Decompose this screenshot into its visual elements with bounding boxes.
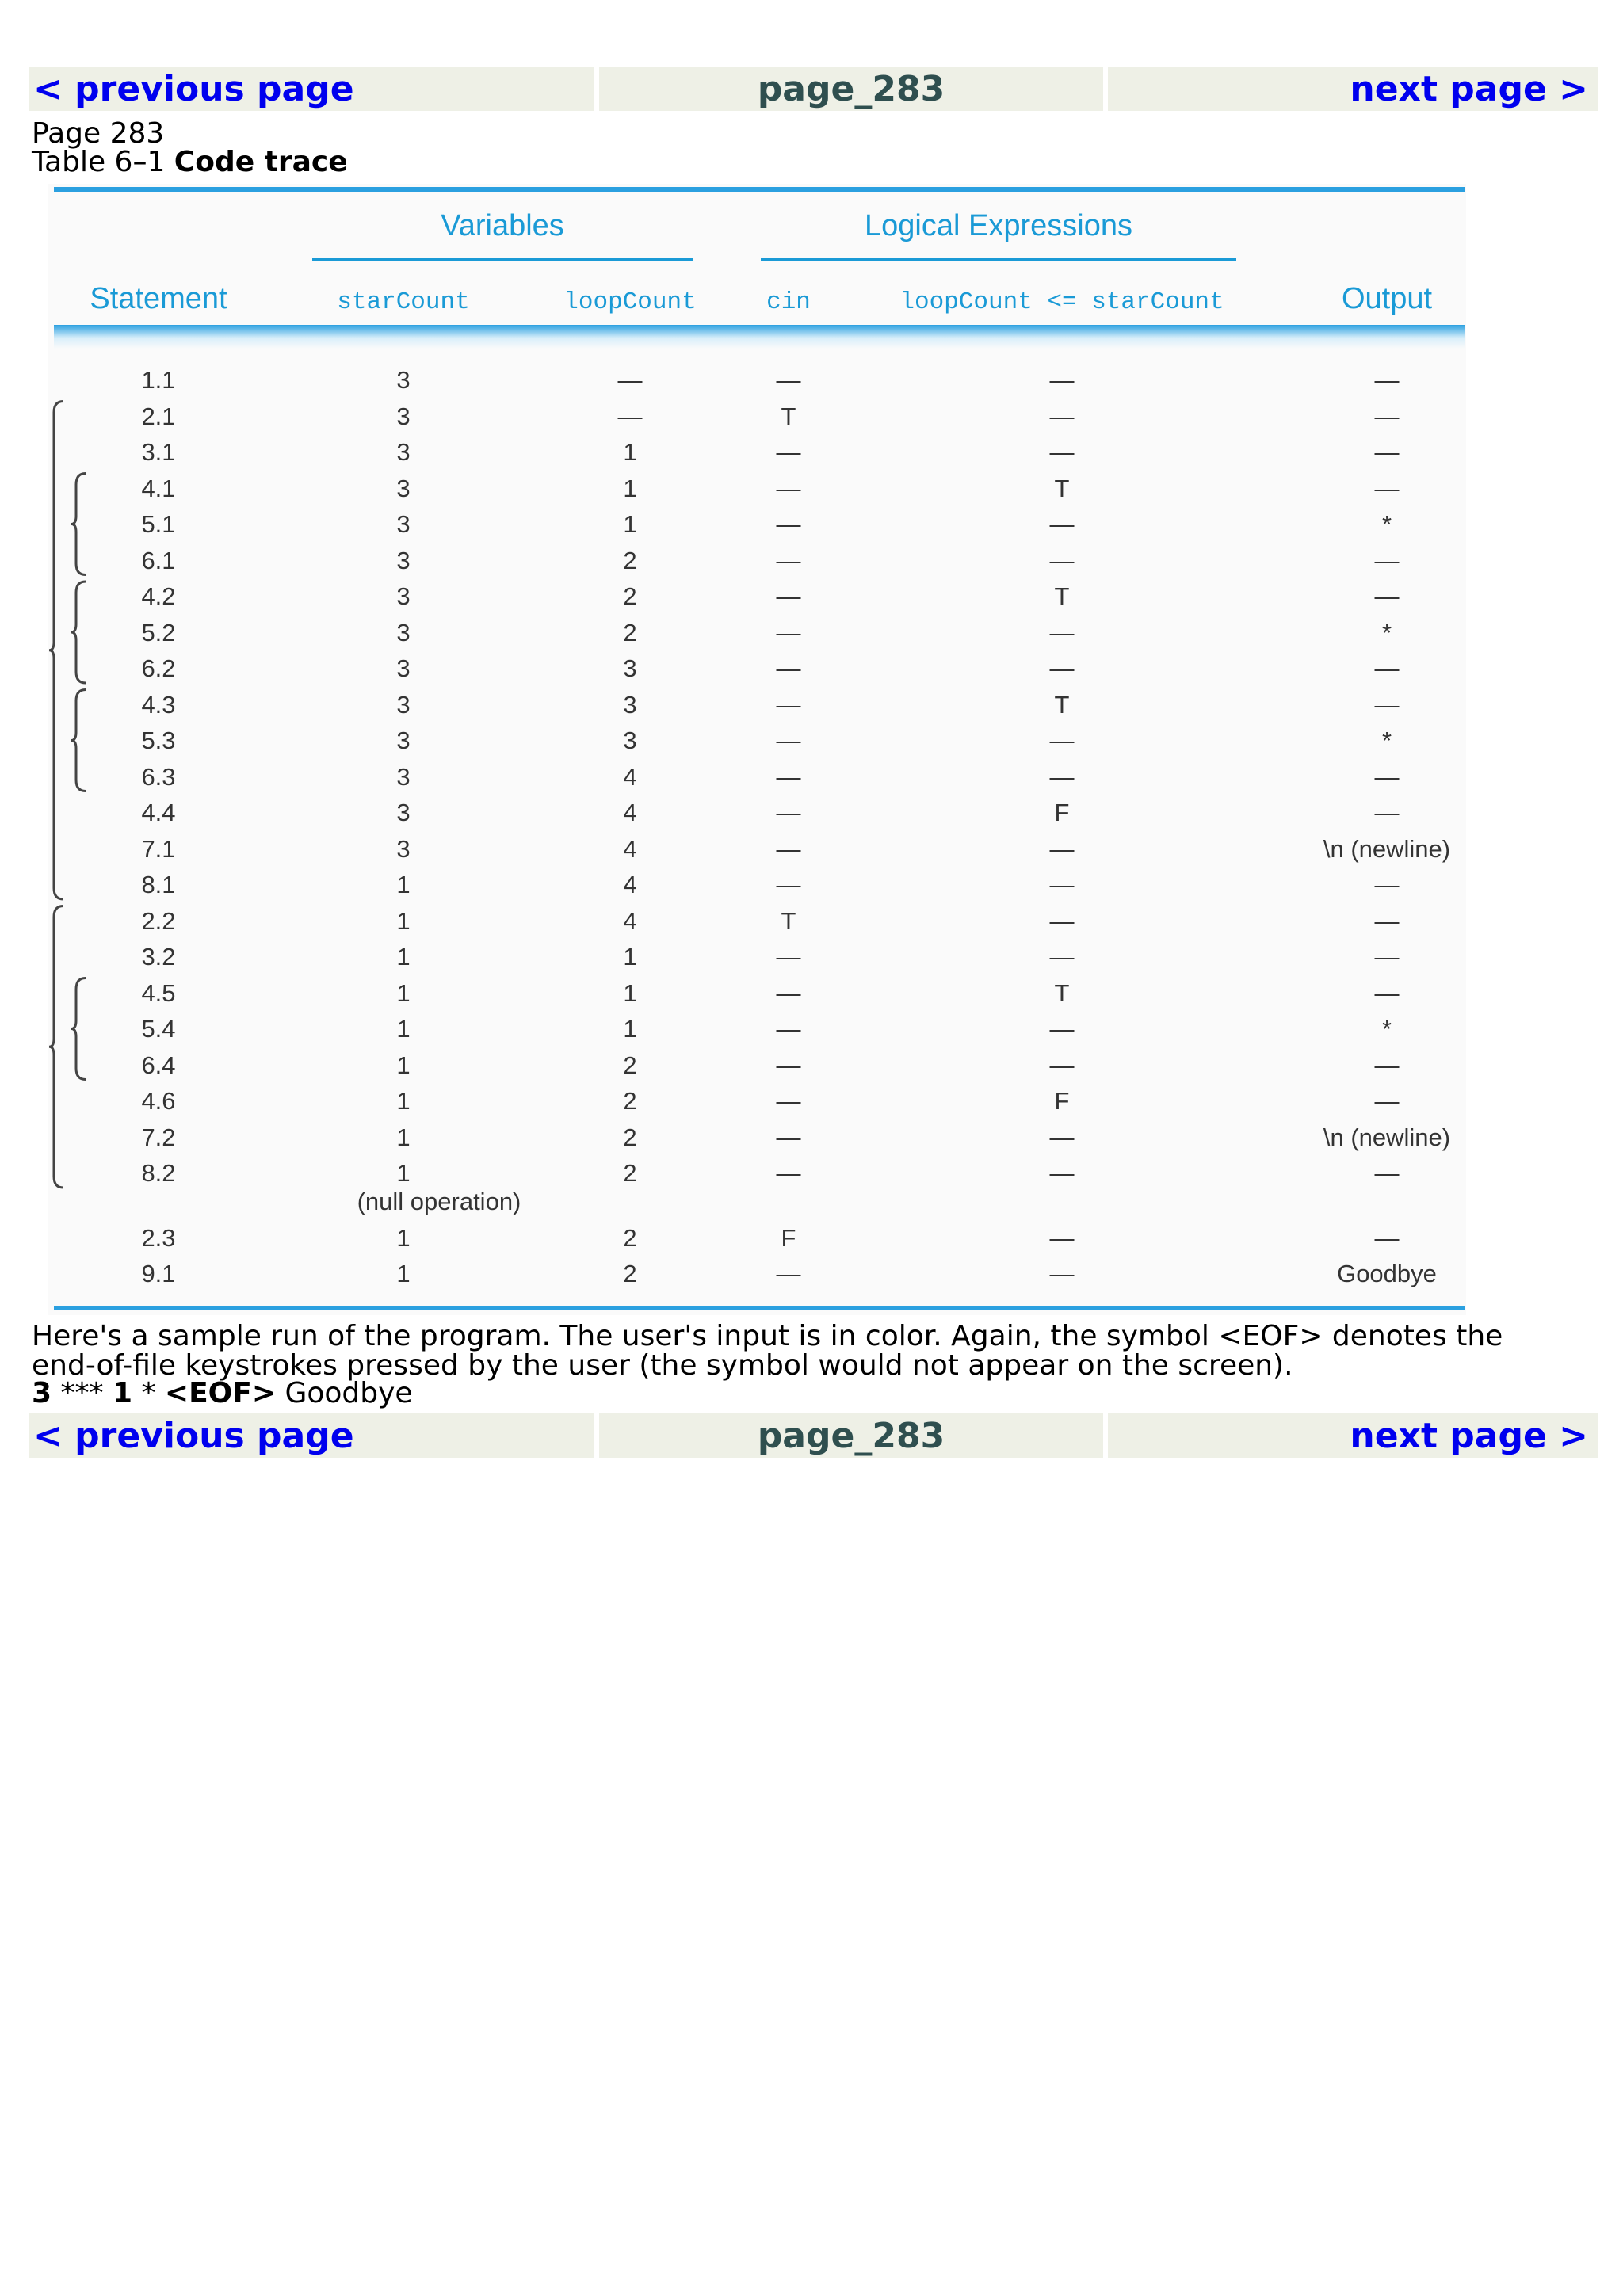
cell-loopcount: 4 [623,906,637,935]
cell-statement: 5.2 [141,618,176,646]
cell-condition: — [1049,1051,1075,1079]
table-row [48,867,1466,902]
sample-run [32,1379,413,1409]
body-paragraph: Here's a sample run of the program. The user's input is in color. Again, the symbol <EOF> denotes the end-of-file keystrokes pressed by the user (the symbol would not appear on the screen). [32,1320,1503,1382]
cell-statement: 4.5 [141,978,176,1007]
cell-cin: — [776,762,801,791]
cell-condition: — [1049,618,1075,646]
cell-output: — [1374,871,1400,898]
cell-starcount: 3 [396,834,411,863]
cell-condition: — [1049,1224,1075,1252]
sample-input-2: 1 [112,1377,133,1409]
cell-starcount: 1 [396,1087,411,1115]
table-bottom-rule [54,1306,1465,1310]
cell-cin: — [776,1159,801,1187]
cell-output: * [1381,510,1392,538]
cell-starcount: 3 [396,654,411,682]
table-row [48,615,1466,650]
page-id-cell [599,67,1103,111]
cell-condition: — [1049,906,1075,935]
cell-statement: 4.3 [141,690,176,719]
cell-condition: — [1049,1159,1075,1187]
cell-output: * [1381,1015,1392,1043]
page-id-label: page_283 [757,68,945,109]
cell-cin: T [781,402,796,430]
cell-starcount: 3 [396,438,411,466]
cell-condition: — [1049,871,1075,898]
table-caption-prefix: Table 6–1 [32,146,174,178]
cell-statement: 2.2 [141,906,176,935]
cell-cin: — [776,1260,801,1287]
next-page-cell [1108,67,1598,111]
cell-cin: — [776,799,801,826]
cell-statement: 6.2 [141,654,176,682]
cell-loopcount: 2 [623,582,637,610]
cell-loopcount: 2 [623,1260,637,1287]
cell-statement: 6.4 [141,1051,176,1079]
cell-loopcount: 2 [623,1087,637,1115]
cell-output: — [1374,402,1400,430]
cell-cin: — [776,654,801,682]
cell-cin: — [776,943,801,971]
cell-starcount: 3 [396,402,411,430]
cell-starcount: 3 [396,762,411,791]
table-row [48,543,1466,578]
variables-group-rule [312,258,693,261]
cell-starcount: 3 [396,366,411,394]
cell-loopcount: 1 [623,474,637,502]
cell-statement: 6.1 [141,546,176,574]
table-row [48,1256,1466,1291]
table-row [48,795,1466,830]
table-row [48,434,1466,470]
next-page-cell [1108,1413,1598,1458]
cell-starcount: 1 [396,1015,411,1043]
cell-statement: 4.1 [141,474,176,502]
cell-cin: — [776,438,801,466]
cell-loopcount: 4 [623,799,637,826]
cell-statement: 1.1 [141,366,176,394]
cell-loopcount: 1 [623,1015,637,1043]
table-row [48,362,1466,398]
cell-starcount: 3 [396,582,411,610]
bottom-nav-bar [29,1413,1598,1458]
cell-statement: 4.2 [141,582,176,610]
cell-starcount: 3 [396,618,411,646]
cell-output: — [1374,690,1400,719]
cell-output: — [1374,1224,1400,1252]
cell-condition: — [1049,546,1075,574]
cell-output: \n (newline) [1323,1123,1451,1151]
cell-cin: — [776,510,801,538]
cell-condition: — [1049,727,1075,754]
cell-statement: 2.3 [141,1224,176,1252]
col-header-cin: cin [766,288,811,316]
sample-output-2: * [132,1377,165,1409]
cell-statement: 5.1 [141,510,176,538]
cell-statement: 2.1 [141,402,176,430]
cell-starcount: 3 [396,510,411,538]
cell-statement: 5.4 [141,1015,176,1043]
page-number: Page 283 [32,117,165,150]
cell-cin: — [776,546,801,574]
cell-starcount: 3 [396,799,411,826]
cell-statement: 7.2 [141,1123,176,1151]
prev-page-cell [29,1413,594,1458]
cell-cin: — [776,871,801,898]
cell-cin: — [776,618,801,646]
cell-statement: 9.1 [141,1260,176,1287]
cell-output: — [1374,1087,1400,1115]
table-row [48,1047,1466,1083]
cell-cin: — [776,978,801,1007]
cell-loopcount: 4 [623,871,637,898]
cell-output: — [1374,438,1400,466]
cell-statement: 6.3 [141,762,176,791]
table-row [48,506,1466,542]
cell-statement: 8.1 [141,871,176,898]
table-caption [32,147,348,177]
cell-output: — [1374,978,1400,1007]
cell-cin: — [776,727,801,754]
cell-cin: — [776,1051,801,1079]
prev-page-cell [29,67,594,111]
code-trace-table [48,184,1466,1315]
table-row [48,650,1466,686]
cell-statement: 3.1 [141,438,176,466]
cell-output: — [1374,943,1400,971]
sample-input-1: 3 [32,1377,52,1409]
cell-condition: — [1049,762,1075,791]
cell-statement: 5.3 [141,727,176,754]
cell-output: Goodbye [1337,1260,1437,1287]
cell-output: — [1374,799,1400,826]
cell-loopcount: 1 [623,943,637,971]
prev-page-link[interactable]: < previous page [33,68,354,109]
prev-page-link[interactable]: < previous page [33,1415,354,1456]
cell-cin: T [781,906,796,935]
cell-output: — [1374,1051,1400,1079]
table-row [48,1011,1466,1047]
logical-group-header: Logical Expressions [865,209,1132,242]
cell-starcount: 3 [396,474,411,502]
loop-brackets [48,184,95,1315]
cell-loopcount: — [617,366,643,394]
cell-loopcount: 2 [623,546,637,574]
table-row [48,471,1466,506]
cell-cin: — [776,690,801,719]
cell-loopcount: 4 [623,834,637,863]
loop-bracket [71,474,86,575]
cell-loopcount: — [617,402,643,430]
cell-output: — [1374,582,1400,610]
cell-condition: T [1054,978,1070,1007]
cell-loopcount: 1 [623,978,637,1007]
cell-output: \n (newline) [1323,834,1451,863]
cell-output: * [1381,727,1392,754]
table-row [48,687,1466,723]
cell-statement: 8.2 [141,1159,176,1187]
cell-statement: 7.1 [141,834,176,863]
cell-loopcount: 2 [623,1224,637,1252]
loop-bracket [71,978,86,1080]
cell-loopcount: 2 [623,1159,637,1187]
loop-bracket [71,690,86,791]
sample-output-1: *** [52,1377,113,1409]
table-row [48,1220,1466,1256]
table-caption-title: Code trace [174,146,348,178]
cell-cin: — [776,834,801,863]
cell-loopcount: 3 [623,654,637,682]
cell-starcount: 3 [396,727,411,754]
cell-starcount: 1 [396,1051,411,1079]
col-header-starcount: starCount [337,288,470,316]
next-page-link[interactable]: next page > [1350,1415,1588,1456]
cell-output: — [1374,1159,1400,1187]
table-row [48,939,1466,974]
cell-loopcount: 4 [623,762,637,791]
cell-condition: F [1054,1087,1070,1115]
cell-condition: T [1054,582,1070,610]
cell-cin: — [776,1123,801,1151]
table-row [48,1119,1466,1155]
sample-output-3: Goodbye [276,1377,413,1409]
cell-starcount: 1 [396,1224,411,1252]
cell-condition: — [1049,510,1075,538]
null-operation-note: (null operation) [357,1188,521,1215]
cell-condition: — [1049,366,1075,394]
cell-statement: 4.4 [141,799,176,826]
cell-loopcount: 3 [623,690,637,719]
table-row [48,578,1466,614]
cell-condition: F [1054,799,1070,826]
cell-starcount: 1 [396,1159,411,1187]
cell-output: * [1381,618,1392,646]
cell-condition: — [1049,438,1075,466]
cell-loopcount: 1 [623,510,637,538]
cell-condition: T [1054,690,1070,719]
cell-cin: — [776,1087,801,1115]
cell-condition: — [1049,834,1075,863]
table-row [48,975,1466,1011]
col-header-loopcount: loopCount [563,288,697,316]
sample-eof: <EOF> [164,1377,277,1409]
cell-output: — [1374,906,1400,935]
logical-group-rule [761,258,1236,261]
cell-cin: — [776,366,801,394]
table-row [48,399,1466,434]
cell-condition: — [1049,402,1075,430]
cell-output: — [1374,366,1400,394]
page-id-label: page_283 [757,1415,945,1456]
loop-bracket [71,582,86,683]
cell-cin: — [776,582,801,610]
top-nav-bar [29,67,1598,111]
cell-starcount: 1 [396,943,411,971]
cell-starcount: 1 [396,978,411,1007]
cell-statement: 4.6 [141,1087,176,1115]
cell-condition: — [1049,1260,1075,1287]
cell-condition: — [1049,654,1075,682]
cell-output: — [1374,546,1400,574]
cell-output: — [1374,474,1400,502]
cell-cin: — [776,474,801,502]
table-row [48,759,1466,795]
table-row [48,831,1466,867]
header-rule [54,325,1465,349]
cell-cin: F [781,1224,796,1252]
cell-output: — [1374,654,1400,682]
cell-starcount: 3 [396,546,411,574]
cell-condition: — [1049,943,1075,971]
cell-statement: 3.2 [141,943,176,971]
table-top-rule [54,187,1465,192]
cell-loopcount: 1 [623,438,637,466]
cell-starcount: 1 [396,871,411,898]
cell-starcount: 1 [396,1260,411,1287]
table-row [48,723,1466,758]
cell-loopcount: 2 [623,1123,637,1151]
page-id-cell [599,1413,1103,1458]
cell-loopcount: 2 [623,618,637,646]
loop-bracket [49,402,63,900]
cell-loopcount: 3 [623,727,637,754]
cell-cin: — [776,1015,801,1043]
next-page-link[interactable]: next page > [1350,68,1588,109]
col-header-condition: loopCount <= starCount [899,288,1224,316]
variables-group-header: Variables [441,209,564,242]
cell-starcount: 3 [396,690,411,719]
table-row [48,903,1466,939]
loop-bracket [49,906,63,1188]
table-row [48,1083,1466,1119]
cell-condition: T [1054,474,1070,502]
cell-condition: — [1049,1015,1075,1043]
cell-starcount: 1 [396,1123,411,1151]
cell-output: — [1374,762,1400,791]
cell-loopcount: 2 [623,1051,637,1079]
cell-condition: — [1049,1123,1075,1151]
col-header-statement: Statement [90,282,227,315]
table-row [48,1155,1466,1191]
col-header-output: Output [1341,282,1433,315]
cell-starcount: 1 [396,906,411,935]
